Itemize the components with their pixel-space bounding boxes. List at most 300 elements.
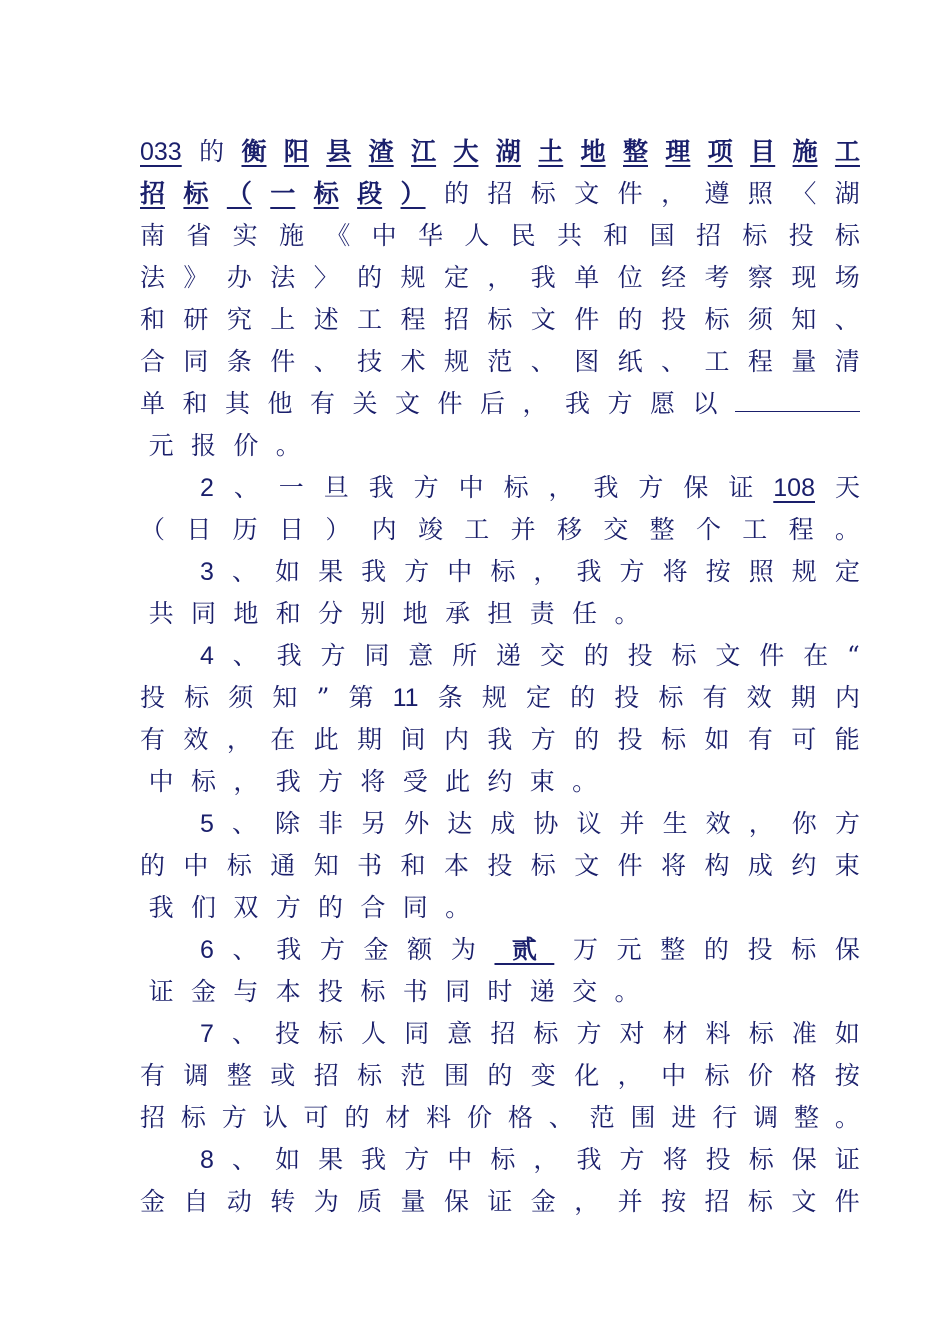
text-line: [140, 1098, 860, 1138]
char: 金: [191, 977, 217, 1006]
char: 同: [402, 893, 428, 922]
char: 投: [661, 305, 687, 334]
text-line: [200, 930, 860, 970]
char: 、: [233, 473, 259, 502]
char: 件: [437, 389, 463, 418]
char: 中: [458, 473, 484, 502]
number-text: 3: [200, 558, 214, 586]
char: 有: [747, 725, 773, 754]
char: 照: [748, 557, 774, 586]
char: 范: [400, 1061, 426, 1090]
char: 述: [313, 305, 339, 334]
char: 同: [404, 1019, 430, 1048]
char: 我: [576, 1145, 602, 1174]
char: 标: [834, 221, 860, 250]
char: 进: [671, 1103, 697, 1132]
char: 保: [791, 1145, 817, 1174]
char: 交: [539, 641, 565, 670]
char: 期: [790, 683, 816, 712]
char: 日: [186, 515, 212, 544]
char: ，: [533, 1145, 559, 1174]
char: 可: [303, 1103, 329, 1132]
char: 中: [371, 221, 397, 250]
char: 投: [705, 1145, 731, 1174]
char: 术: [400, 347, 426, 376]
char: 地: [402, 599, 428, 628]
char: 件: [834, 1187, 860, 1216]
char: 大: [453, 137, 479, 166]
char: 、: [232, 935, 258, 964]
char: 历: [232, 515, 258, 544]
char: 的: [574, 725, 600, 754]
char: 金: [530, 1187, 556, 1216]
char: 规: [481, 683, 507, 712]
char: 中: [447, 1145, 473, 1174]
char: 方: [413, 473, 439, 502]
char: 此: [313, 725, 339, 754]
char: 、: [834, 305, 860, 334]
char: 本: [443, 851, 469, 880]
char: 价: [233, 431, 259, 460]
text-line: [140, 132, 860, 172]
char: 的: [617, 305, 643, 334]
char: 件: [617, 851, 643, 880]
char: 们: [191, 893, 217, 922]
char: （: [140, 515, 166, 544]
char: 的: [357, 263, 383, 292]
char: 规: [400, 263, 426, 292]
char: 同: [445, 977, 471, 1006]
text-line: [200, 1014, 860, 1054]
char: 如: [834, 1019, 860, 1048]
char: 合: [140, 347, 166, 376]
char: 标: [180, 1103, 206, 1132]
char: 中: [183, 851, 209, 880]
char: 证: [834, 1145, 860, 1174]
char: 中: [148, 767, 174, 796]
char: 的: [318, 893, 344, 922]
char: 投: [487, 851, 513, 880]
char: 非: [318, 809, 344, 838]
char: 他: [267, 389, 293, 418]
char: 方: [530, 725, 556, 754]
text-line: [200, 636, 860, 676]
char: 本: [275, 977, 301, 1006]
char: 我: [368, 473, 394, 502]
char: 法: [140, 263, 166, 292]
fill-in-blank: [735, 385, 860, 412]
char: 有: [310, 389, 336, 418]
char: 合: [360, 893, 386, 922]
char: 程: [788, 515, 814, 544]
char: 招: [313, 1061, 339, 1090]
char: 的: [344, 1103, 370, 1132]
char: 与: [233, 977, 259, 1006]
char: 量: [791, 347, 817, 376]
char: 元: [616, 935, 642, 964]
char: “: [847, 641, 860, 670]
char: 中: [447, 557, 473, 586]
char: 将: [662, 557, 688, 586]
char: 金: [363, 935, 389, 964]
char: 保: [683, 473, 709, 502]
char: 书: [357, 851, 383, 880]
char: 定: [834, 557, 860, 586]
char: 材: [385, 1103, 411, 1132]
char: 、: [313, 347, 339, 376]
char: 标: [748, 1019, 774, 1048]
char: 以: [692, 389, 718, 418]
char: 议: [576, 809, 602, 838]
text-line: [200, 552, 860, 592]
char: 技: [357, 347, 383, 376]
char: 县: [326, 137, 352, 166]
char: 标: [191, 767, 217, 796]
char: 、: [232, 641, 258, 670]
char: 将: [661, 851, 687, 880]
char: 如: [704, 725, 730, 754]
char: 一: [278, 473, 304, 502]
char: 投: [318, 977, 344, 1006]
char: 、: [661, 347, 687, 376]
char: 其: [225, 389, 251, 418]
char: 照: [747, 179, 773, 208]
char: ，: [533, 557, 559, 586]
char: 额: [407, 935, 433, 964]
char: 意: [408, 641, 434, 670]
char: 我: [530, 263, 556, 292]
char: 、: [231, 1019, 257, 1048]
char: 、: [530, 347, 556, 376]
char: 方: [275, 893, 301, 922]
text-line: [140, 972, 860, 1012]
char: 招: [490, 1019, 516, 1048]
char: 南: [140, 221, 166, 250]
text-line: [140, 762, 860, 802]
char: 协: [533, 809, 559, 838]
char: 另: [361, 809, 387, 838]
char: 的: [570, 683, 596, 712]
char: ，: [522, 389, 548, 418]
char: 程: [747, 347, 773, 376]
char: 标: [704, 1061, 730, 1090]
char: 察: [747, 263, 773, 292]
char: 格: [507, 1103, 533, 1132]
char: 量: [400, 1187, 426, 1216]
char: 旦: [323, 473, 349, 502]
char: 法: [270, 263, 296, 292]
char: 如: [275, 557, 301, 586]
char: 担: [487, 599, 513, 628]
char: 文: [395, 389, 421, 418]
char: 遵: [704, 179, 730, 208]
char: 标: [487, 305, 513, 334]
char: 我: [361, 1145, 387, 1174]
char: ，: [748, 809, 774, 838]
char: 方: [318, 767, 344, 796]
char: 按: [661, 1187, 687, 1216]
char: 。: [834, 1103, 860, 1132]
char: 效: [746, 683, 772, 712]
char: 保: [443, 1187, 469, 1216]
char: 经: [661, 263, 687, 292]
char: 整: [623, 137, 649, 166]
char: 意: [447, 1019, 473, 1048]
char: 标: [360, 977, 386, 1006]
char: 湖: [495, 137, 521, 166]
char: 现: [791, 263, 817, 292]
char: 中: [661, 1061, 687, 1090]
number-text: 033: [140, 138, 182, 166]
char: 图: [574, 347, 600, 376]
char: 除: [275, 809, 301, 838]
char: 方: [320, 641, 346, 670]
char: 投: [627, 641, 653, 670]
char: 招: [140, 1103, 166, 1132]
char: 在: [803, 641, 829, 670]
char: 标: [490, 1145, 516, 1174]
char: 准: [791, 1019, 817, 1048]
char: 我: [565, 389, 591, 418]
number-text: 5: [200, 810, 214, 838]
char: 围: [443, 1061, 469, 1090]
text-run: 的: [199, 137, 225, 166]
char: 整: [226, 1061, 252, 1090]
char: 通: [270, 851, 296, 880]
char: 承: [445, 599, 471, 628]
char: 我: [275, 767, 301, 796]
text-line: [200, 468, 860, 508]
char: 。: [445, 893, 471, 922]
char: ，: [548, 473, 574, 502]
char: 方: [221, 1103, 247, 1132]
char: 一: [270, 179, 296, 208]
char: 的: [487, 1061, 513, 1090]
char: 关: [352, 389, 378, 418]
char: 围: [630, 1103, 656, 1132]
char: 果: [318, 1145, 344, 1174]
char: 。: [275, 431, 301, 460]
char: 。: [572, 767, 598, 796]
char: 有: [702, 683, 728, 712]
char: 招: [487, 179, 513, 208]
char: 并: [617, 1187, 643, 1216]
char: 我: [276, 935, 302, 964]
char: 价: [747, 1061, 773, 1090]
char: 湖: [834, 179, 860, 208]
char: 我: [487, 725, 513, 754]
char: 范: [487, 347, 513, 376]
text-line: [140, 300, 860, 340]
char: 渣: [368, 137, 394, 166]
char: 》: [183, 263, 209, 292]
char: 保: [834, 935, 860, 964]
char: 的: [443, 179, 469, 208]
char: 和: [275, 599, 301, 628]
char: 〈: [791, 179, 817, 208]
char: 成: [490, 809, 516, 838]
char: 移: [556, 515, 582, 544]
char: 第: [348, 683, 374, 712]
text-line: [140, 216, 860, 256]
char: 和: [400, 851, 426, 880]
char: 整: [649, 515, 675, 544]
char: 标: [490, 557, 516, 586]
char: 标: [357, 1061, 383, 1090]
char: 行: [712, 1103, 738, 1132]
char: 并: [510, 515, 536, 544]
char: 理: [665, 137, 691, 166]
char: 单: [140, 389, 166, 418]
char: 须: [747, 305, 773, 334]
char: 料: [705, 1019, 731, 1048]
char: 有: [140, 725, 166, 754]
char: 工: [834, 137, 860, 166]
text-line: [200, 804, 860, 844]
char: 万: [572, 935, 598, 964]
char: 将: [360, 767, 386, 796]
char: 投: [788, 221, 814, 250]
text-line: [140, 594, 860, 634]
char: 书: [402, 977, 428, 1006]
text-run: 贰: [494, 935, 555, 964]
number-text: 7: [200, 1020, 214, 1048]
number-text: 11: [392, 684, 419, 712]
char: 、: [231, 809, 257, 838]
number-text: 4: [200, 642, 214, 670]
char: 束: [529, 767, 555, 796]
char: 成: [747, 851, 773, 880]
char: 方: [619, 557, 645, 586]
char: 料: [426, 1103, 452, 1132]
char: 我: [593, 473, 619, 502]
char: 规: [791, 557, 817, 586]
char: 目: [750, 137, 776, 166]
char: 整: [660, 935, 686, 964]
char: 此: [445, 767, 471, 796]
char: 单: [574, 263, 600, 292]
char: 清: [834, 347, 860, 376]
char: 后: [480, 389, 506, 418]
char: 我: [576, 557, 602, 586]
text-line: [140, 1056, 860, 1096]
char: 认: [262, 1103, 288, 1132]
char: 方: [834, 809, 860, 838]
char: 规: [443, 347, 469, 376]
char: 程: [400, 305, 426, 334]
text-line: [140, 846, 860, 886]
char: 共: [556, 221, 582, 250]
char: 效: [183, 725, 209, 754]
char: 江: [411, 137, 437, 166]
char: 方: [404, 1145, 430, 1174]
char: 文: [574, 851, 600, 880]
char: 同: [191, 599, 217, 628]
char: 文: [574, 179, 600, 208]
char: 。: [834, 515, 860, 544]
char: 上: [270, 305, 296, 334]
char: ，: [617, 1061, 643, 1090]
char: 束: [834, 851, 860, 880]
char: 场: [834, 263, 860, 292]
char: 地: [580, 137, 606, 166]
char: 土: [538, 137, 564, 166]
char: 调: [753, 1103, 779, 1132]
char: 同: [183, 347, 209, 376]
char: 外: [404, 809, 430, 838]
char: ，: [233, 767, 259, 796]
char: ，: [574, 1187, 600, 1216]
char: 。: [614, 599, 640, 628]
char: 我: [276, 641, 302, 670]
char: 标: [530, 851, 556, 880]
char: 的: [140, 851, 166, 880]
char: 标: [658, 683, 684, 712]
char: 可: [791, 725, 817, 754]
char: 方: [576, 1019, 602, 1048]
char: 个: [695, 515, 721, 544]
char: 方: [319, 935, 345, 964]
char: 纸: [617, 347, 643, 376]
char: 文: [791, 1187, 817, 1216]
char: （: [226, 179, 252, 208]
char: 将: [662, 1145, 688, 1174]
char: 定: [443, 263, 469, 292]
char: 动: [226, 1187, 252, 1216]
char: 文: [715, 641, 741, 670]
char: 研: [183, 305, 209, 334]
char: 证: [148, 977, 174, 1006]
char: 交: [603, 515, 629, 544]
char: ，: [661, 179, 687, 208]
char: 内: [834, 683, 860, 712]
char: 标: [318, 1019, 344, 1048]
char: 证: [728, 473, 754, 502]
text-line: [140, 678, 860, 718]
char: 分: [318, 599, 344, 628]
char: 构: [704, 851, 730, 880]
char: 期: [357, 725, 383, 754]
char: 标: [748, 1145, 774, 1174]
char: 双: [233, 893, 259, 922]
char: 投: [747, 935, 773, 964]
char: 施: [792, 137, 818, 166]
char: 责: [529, 599, 555, 628]
char: 究: [226, 305, 252, 334]
char: 知: [313, 851, 339, 880]
char: 知: [272, 683, 298, 712]
char: 衡: [241, 137, 267, 166]
char: 生: [662, 809, 688, 838]
char: 、: [231, 557, 257, 586]
char: 别: [360, 599, 386, 628]
char: 共: [148, 599, 174, 628]
char: 工: [704, 347, 730, 376]
char: 。: [614, 977, 640, 1006]
char: 所: [452, 641, 478, 670]
char: 标: [183, 179, 209, 208]
char: 标: [791, 935, 817, 964]
char: 人: [361, 1019, 387, 1048]
char: 对: [619, 1019, 645, 1048]
char: 或: [270, 1061, 296, 1090]
char: 质: [357, 1187, 383, 1216]
char: 和: [182, 389, 208, 418]
text-line: [140, 510, 860, 550]
char: 方: [619, 1145, 645, 1174]
char: 投: [140, 683, 166, 712]
char: 实: [232, 221, 258, 250]
